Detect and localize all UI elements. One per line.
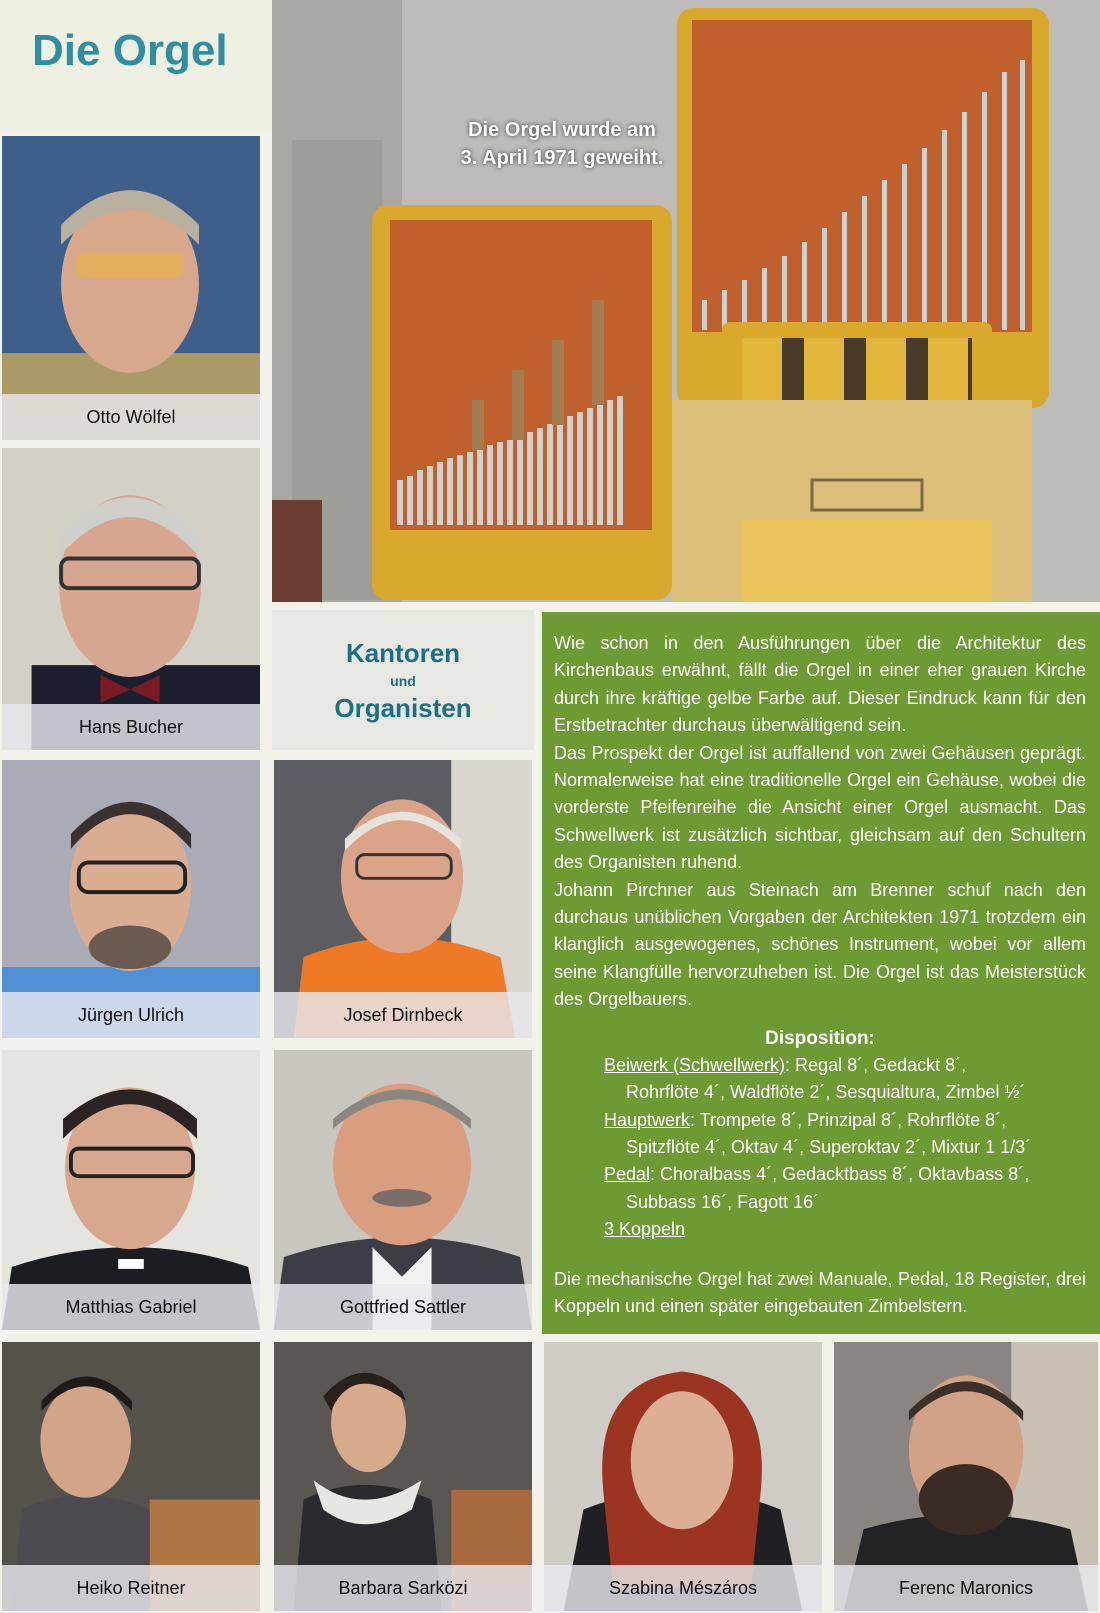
hauptwerk-label: Hauptwerk <box>604 1109 691 1130</box>
disposition-list <box>604 1052 1086 1244</box>
pedal-line1: : Choralbass 4´, Gedacktbass 8´, Oktavbass 8´, <box>650 1164 1030 1185</box>
portrait-caption: Hans Bucher <box>2 704 260 750</box>
disposition-heading: Disposition: <box>765 1027 875 1049</box>
kantoren-heading-line3: Organisten <box>334 693 472 723</box>
portrait-barbara-sarkoezi <box>272 1340 534 1613</box>
portrait-juergen-ulrich <box>0 758 262 1040</box>
closing-paragraph: Die mechanische Orgel hat zwei Manuale, Pedal, 18 Register, drei Koppeln und einen später eingebauten Zimbelstern. <box>554 1268 1086 1316</box>
portrait-gottfried-sattler <box>272 1048 534 1332</box>
koppeln: 3 Koppeln <box>604 1219 686 1240</box>
paragraph-2: Das Prospekt der Orgel ist auffallend von zwei Gehäusen geprägt. Normalerweise hat eine traditionelle Orgel ein Gehäuse, wobei die vorderste Pfeifenreihe die Ansicht einer Orgel ausmacht. Das Schwellwerk ist zusätzlich sichtbar, gleichsam auf den Schultern des Organisten ruhend. <box>554 742 1086 873</box>
portrait-caption: Heiko Reitner <box>2 1565 260 1611</box>
pedal-line2: Subbass 16´, Fagott 16´ <box>626 1191 820 1212</box>
disposition-pedal <box>604 1164 1029 1184</box>
pedal-label: Pedal <box>604 1164 651 1185</box>
portrait-matthias-gabriel <box>0 1048 262 1332</box>
disposition-hauptwerk <box>604 1110 1006 1130</box>
portrait-caption: Otto Wölfel <box>2 394 260 440</box>
hauptwerk-line2: Spitzflöte 4´, Oktav 4´, Superoktav 2´, Mixtur 1 1/3´ <box>626 1136 1032 1157</box>
portrait-caption: Gottfried Sattler <box>274 1284 532 1330</box>
portrait-szabina-meszaros <box>542 1340 824 1613</box>
organ-description-panel <box>542 612 1100 1334</box>
hauptwerk-line1: : Trompete 8´, Prinzipal 8´, Rohrflöte 8´, <box>690 1109 1007 1130</box>
kantoren-heading-box <box>272 610 534 750</box>
portrait-heiko-reitner <box>0 1340 262 1613</box>
organ-caption-line2: 3. April 1971 geweiht. <box>460 147 664 169</box>
beiwerk-label: Beiwerk (Schwellwerk) <box>604 1054 786 1075</box>
title-box <box>0 0 272 134</box>
organ-caption <box>412 116 712 172</box>
organ-photo <box>272 0 1100 602</box>
organ-caption-line1: Die Orgel wurde am <box>468 119 656 141</box>
portrait-caption: Jürgen Ulrich <box>2 992 260 1038</box>
portrait-caption: Josef Dirnbeck <box>274 992 532 1038</box>
portrait-caption: Ferenc Maronics <box>834 1565 1098 1611</box>
portrait-caption: Matthias Gabriel <box>2 1284 260 1330</box>
portrait-caption: Barbara Sarközi <box>274 1565 532 1611</box>
portrait-josef-dirnbeck <box>272 758 534 1040</box>
page-title: Die Orgel <box>32 26 228 75</box>
kantoren-heading-line1: Kantoren <box>345 638 461 668</box>
kantoren-heading-line2: und <box>390 673 416 689</box>
portrait-hans-bucher <box>0 446 262 752</box>
beiwerk-line1: : Regal 8´, Gedackt 8´, <box>785 1054 967 1075</box>
organ-illustration <box>272 0 1100 602</box>
beiwerk-line2: Rohrflöte 4´, Waldflöte 2´, Sesquialtura, Zimbel ½´ <box>626 1082 1026 1103</box>
paragraph-3: Johann Pirchner aus Steinach am Brenner schuf nach den durchaus unüblichen Vorgaben der Architekten 1971 trotzdem ein klanglich ausgewogenes, schönes Instrument, wobei vor allem seine Klangfülle hervorzuheben ist. Die Orgel ist das Meisterstück des Orgelbauers. <box>554 879 1086 1010</box>
portrait-ferenc-maronics <box>832 1340 1100 1613</box>
disposition-beiwerk <box>604 1055 966 1075</box>
portrait-otto-woelfel <box>0 134 262 442</box>
paragraph-1: Wie schon in den Ausführungen über die Architektur des Kirchenbaus erwähnt, fällt die Orgel in einer eher grauen Kirche durch ihre kräftige gelbe Farbe auf. Dieser Eindruck kann für den Erstbetrachter durchaus überwältigend sein. <box>554 633 1086 736</box>
portrait-caption: Szabina Mészáros <box>544 1565 822 1611</box>
